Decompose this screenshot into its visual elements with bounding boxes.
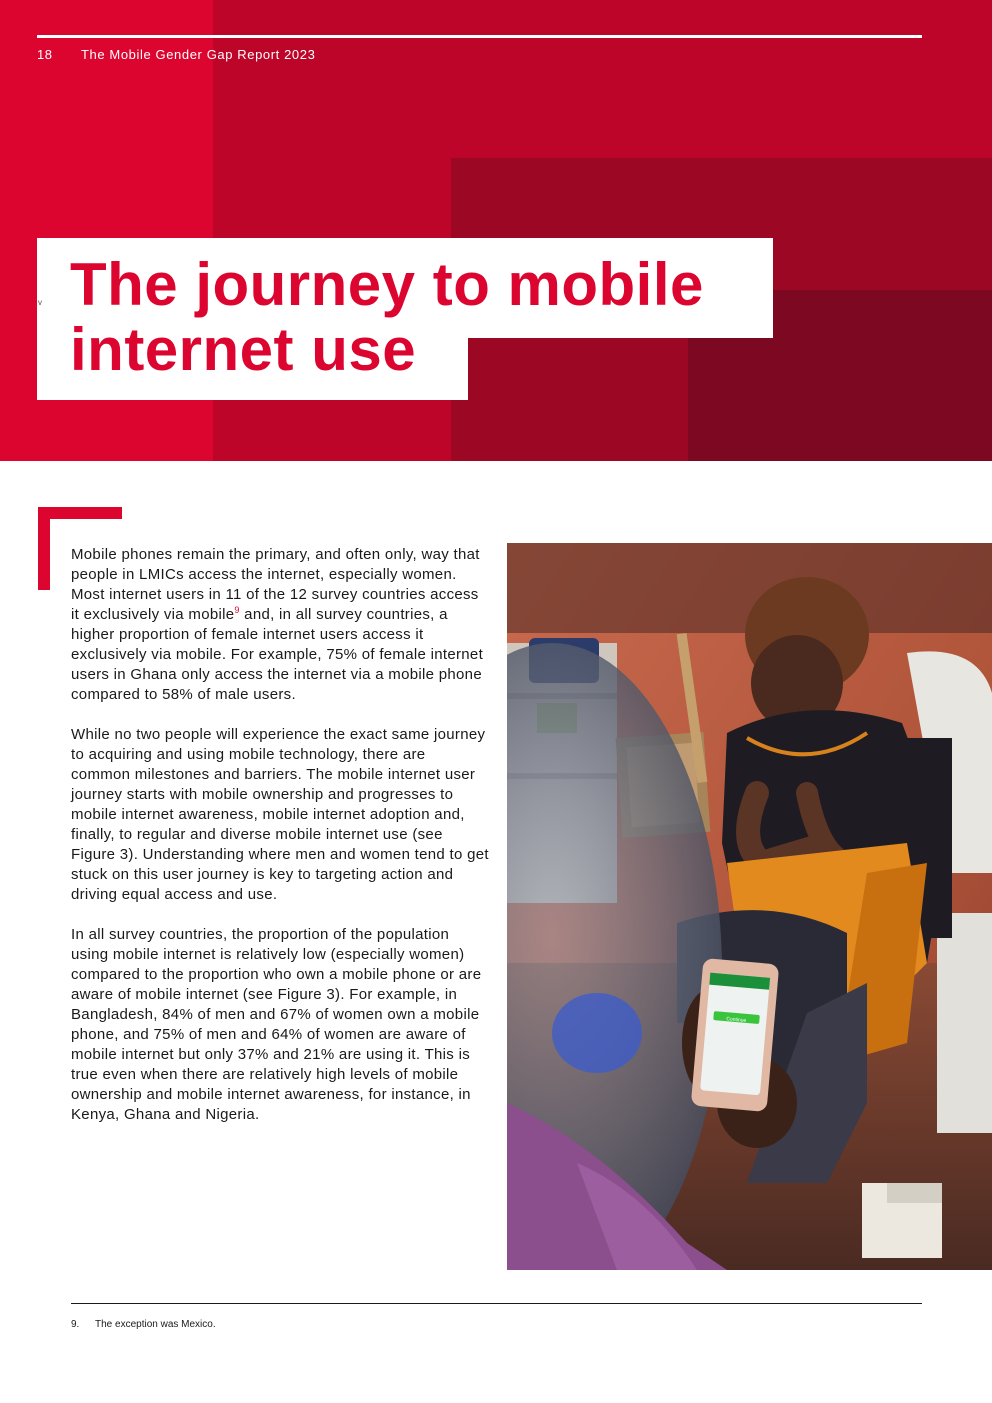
photo-woman-using-phone (507, 543, 992, 1270)
accent-bracket-vertical (38, 507, 50, 590)
paragraph-1 (71, 545, 489, 705)
heading-line-1: The journey to mobile (70, 251, 704, 318)
page-heading (70, 252, 704, 382)
report-title: The Mobile Gender Gap Report 2023 (81, 47, 316, 62)
accent-bracket-horizontal (38, 507, 122, 519)
paragraph-1-end: and, in all survey countries, a higher proportion of female internet users access it exclusively via mobile. For example, 75% of female internet users in Ghana only access the internet via a mobile phone compared to 58% of male users. (71, 606, 484, 703)
page-number: 18 (37, 47, 53, 62)
paragraph-2: While no two people will experience the exact same journey to acquiring and using mobile technology, there are common milestones and barriers. The mobile internet user journey starts with mobile ownership and progresses to mobile internet awareness, mobile internet adoption and, finally, to regular and diverse mobile internet use (see Figure 3). Understanding where men and women tend to get stuck on this user journey is key to targeting action and driving equal access and use. (71, 726, 489, 903)
footnote (71, 1319, 216, 1330)
paragraph-3: In all survey countries, the proportion of the population using mobile internet is relatively low (especially women) compared to the proportion who own a mobile phone or are aware of mobile internet (see Figure 3). For example, in Bangladesh, 84% of men and 67% of women own a mobile phone, and 75% of men and 64% of women are aware of mobile internet but only 37% and 21% are using it. This is true even when there are relatively high levels of mobile ownership and mobile internet awareness, for instance, in Kenya, Ghana and Nigeria. (71, 926, 482, 1123)
paragraph-1-start: Mobile phones remain the primary, and often only, way that people in LMICs access the internet, especially women. Most internet users in 11 of the 12 survey countries access it exclusively via mobile (71, 546, 480, 623)
footnote-text: The exception was Mexico. (95, 1319, 216, 1330)
header-rule (37, 35, 922, 38)
footnote-number: 9. (71, 1319, 80, 1330)
heading-line-2: internet use (70, 316, 417, 383)
bookmark-marker: v (38, 298, 42, 307)
phone-continue-button: Continue (726, 1016, 747, 1024)
footnote-reference[interactable]: 9 (234, 605, 240, 615)
body-text (71, 545, 489, 1145)
footnote-rule (71, 1303, 922, 1304)
phone-in-hand (691, 958, 780, 1112)
